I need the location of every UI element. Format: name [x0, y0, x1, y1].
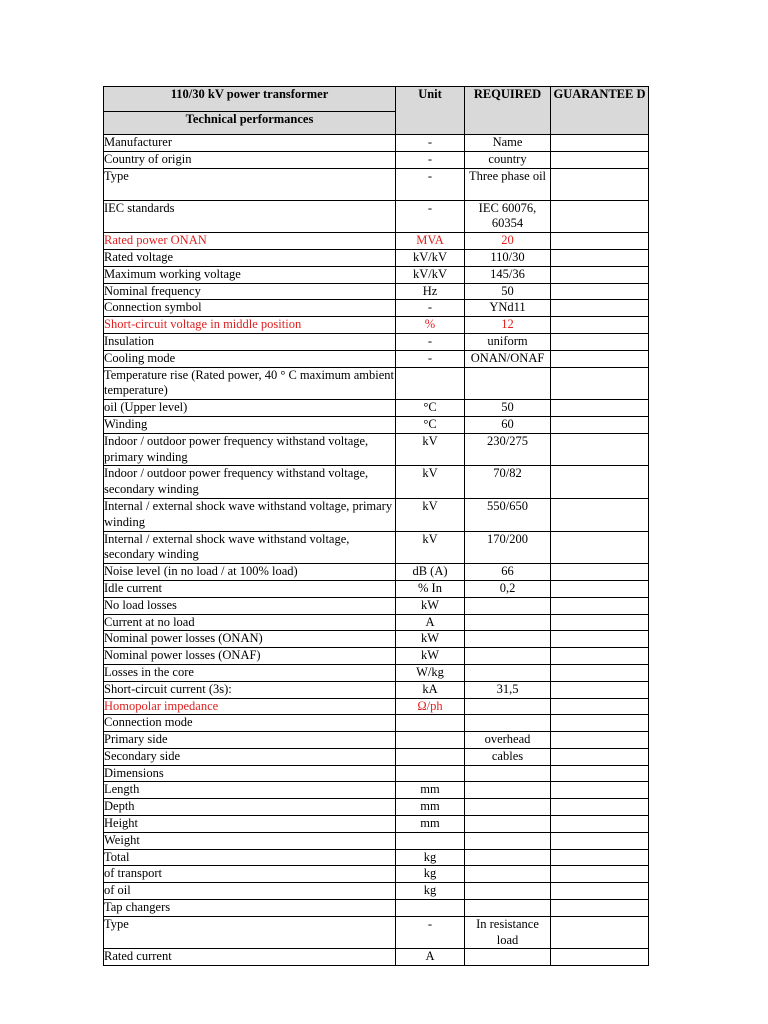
row-guaranteed — [551, 317, 649, 334]
row-parameter: Secondary side — [104, 748, 396, 765]
row-required: cables — [465, 748, 551, 765]
row-required: 170/200 — [465, 531, 551, 564]
row-parameter: Manufacturer — [104, 135, 396, 152]
row-guaranteed — [551, 715, 649, 732]
row-unit — [396, 900, 465, 917]
row-guaranteed — [551, 816, 649, 833]
table-title: 110/30 kV power transformer — [104, 87, 396, 112]
column-header-guaranteed: GUARANTEE D — [551, 87, 649, 135]
row-required: 50 — [465, 283, 551, 300]
row-guaranteed — [551, 597, 649, 614]
table-row — [104, 849, 649, 866]
row-guaranteed — [551, 849, 649, 866]
row-unit: kV — [396, 466, 465, 499]
row-parameter: Rated voltage — [104, 249, 396, 266]
row-required — [465, 866, 551, 883]
table-row — [104, 317, 649, 334]
row-unit: - — [396, 916, 465, 949]
row-parameter: Length — [104, 782, 396, 799]
row-guaranteed — [551, 200, 649, 233]
row-required — [465, 614, 551, 631]
row-guaranteed — [551, 233, 649, 250]
row-parameter: Losses in the core — [104, 664, 396, 681]
row-required: In resistance load — [465, 916, 551, 949]
row-guaranteed — [551, 135, 649, 152]
row-guaranteed — [551, 614, 649, 631]
row-parameter: Nominal frequency — [104, 283, 396, 300]
table-row — [104, 732, 649, 749]
row-required: Three phase oil — [465, 168, 551, 200]
table-row — [104, 367, 649, 400]
row-required: 20 — [465, 233, 551, 250]
row-unit — [396, 715, 465, 732]
row-required: 60 — [465, 416, 551, 433]
row-guaranteed — [551, 300, 649, 317]
row-unit: - — [396, 350, 465, 367]
row-guaranteed — [551, 782, 649, 799]
row-parameter: Nominal power losses (ONAF) — [104, 648, 396, 665]
row-unit — [396, 732, 465, 749]
row-guaranteed — [551, 664, 649, 681]
row-unit: kg — [396, 849, 465, 866]
row-required: 12 — [465, 317, 551, 334]
row-parameter: Winding — [104, 416, 396, 433]
row-required — [465, 816, 551, 833]
row-parameter: Homopolar impedance — [104, 698, 396, 715]
row-parameter: Total — [104, 849, 396, 866]
row-unit: W/kg — [396, 664, 465, 681]
table-body — [104, 135, 649, 966]
row-required — [465, 664, 551, 681]
table-header — [104, 87, 649, 135]
row-unit: kW — [396, 597, 465, 614]
table-row — [104, 333, 649, 350]
table-row — [104, 900, 649, 917]
row-parameter: Indoor / outdoor power frequency withstand voltage, primary winding — [104, 433, 396, 466]
row-unit: kA — [396, 681, 465, 698]
table-row — [104, 648, 649, 665]
table-row — [104, 949, 649, 966]
transformer-spec-table — [103, 86, 649, 966]
row-parameter: Type — [104, 916, 396, 949]
row-unit: - — [396, 168, 465, 200]
row-parameter: Current at no load — [104, 614, 396, 631]
row-required — [465, 849, 551, 866]
document-page — [103, 86, 648, 966]
row-required — [465, 597, 551, 614]
row-unit: % In — [396, 580, 465, 597]
row-parameter: Connection symbol — [104, 300, 396, 317]
row-required: 31,5 — [465, 681, 551, 698]
table-row — [104, 433, 649, 466]
row-parameter: No load losses — [104, 597, 396, 614]
row-guaranteed — [551, 266, 649, 283]
row-required — [465, 367, 551, 400]
row-guaranteed — [551, 367, 649, 400]
row-guaranteed — [551, 466, 649, 499]
row-parameter: Depth — [104, 799, 396, 816]
table-row — [104, 531, 649, 564]
table-row — [104, 564, 649, 581]
row-unit: °C — [396, 400, 465, 417]
table-row — [104, 200, 649, 233]
row-guaranteed — [551, 400, 649, 417]
row-required: IEC 60076, 60354 — [465, 200, 551, 233]
row-guaranteed — [551, 531, 649, 564]
table-row — [104, 866, 649, 883]
table-row — [104, 466, 649, 499]
table-row — [104, 832, 649, 849]
row-unit: - — [396, 135, 465, 152]
row-guaranteed — [551, 333, 649, 350]
row-unit: kg — [396, 883, 465, 900]
row-guaranteed — [551, 832, 649, 849]
row-guaranteed — [551, 681, 649, 698]
row-parameter: Internal / external shock wave withstand voltage, primary winding — [104, 498, 396, 531]
row-required: Name — [465, 135, 551, 152]
table-row — [104, 715, 649, 732]
row-guaranteed — [551, 433, 649, 466]
row-guaranteed — [551, 249, 649, 266]
row-unit: mm — [396, 799, 465, 816]
row-parameter: Country of origin — [104, 151, 396, 168]
table-row — [104, 597, 649, 614]
row-unit: °C — [396, 416, 465, 433]
table-row — [104, 883, 649, 900]
table-row — [104, 681, 649, 698]
row-parameter: Primary side — [104, 732, 396, 749]
row-unit: MVA — [396, 233, 465, 250]
table-row — [104, 233, 649, 250]
row-guaranteed — [551, 883, 649, 900]
table-row — [104, 300, 649, 317]
table-row — [104, 799, 649, 816]
row-required — [465, 715, 551, 732]
row-required: 230/275 — [465, 433, 551, 466]
row-unit: - — [396, 200, 465, 233]
row-guaranteed — [551, 151, 649, 168]
row-unit: kg — [396, 866, 465, 883]
table-row — [104, 631, 649, 648]
table-row — [104, 614, 649, 631]
row-guaranteed — [551, 900, 649, 917]
row-unit: kV/kV — [396, 266, 465, 283]
row-guaranteed — [551, 748, 649, 765]
row-guaranteed — [551, 564, 649, 581]
row-unit: kW — [396, 631, 465, 648]
row-guaranteed — [551, 648, 649, 665]
row-unit: A — [396, 614, 465, 631]
row-parameter: of oil — [104, 883, 396, 900]
table-row — [104, 400, 649, 417]
row-required: country — [465, 151, 551, 168]
row-unit — [396, 367, 465, 400]
row-parameter: Temperature rise (Rated power, 40 ° C maximum ambient temperature) — [104, 367, 396, 400]
table-row — [104, 765, 649, 782]
row-required: 66 — [465, 564, 551, 581]
row-parameter: Weight — [104, 832, 396, 849]
row-required: 110/30 — [465, 249, 551, 266]
row-unit: mm — [396, 782, 465, 799]
row-unit: Hz — [396, 283, 465, 300]
row-parameter: Short-circuit voltage in middle position — [104, 317, 396, 334]
row-required: 550/650 — [465, 498, 551, 531]
row-parameter: Nominal power losses (ONAN) — [104, 631, 396, 648]
table-row — [104, 748, 649, 765]
row-parameter: oil (Upper level) — [104, 400, 396, 417]
row-unit: kV — [396, 433, 465, 466]
table-row — [104, 664, 649, 681]
row-required: 50 — [465, 400, 551, 417]
row-guaranteed — [551, 168, 649, 200]
row-parameter: Rated power ONAN — [104, 233, 396, 250]
row-unit — [396, 748, 465, 765]
table-subtitle: Technical performances — [104, 112, 396, 135]
table-row — [104, 151, 649, 168]
row-required — [465, 765, 551, 782]
row-guaranteed — [551, 765, 649, 782]
row-guaranteed — [551, 631, 649, 648]
row-required — [465, 631, 551, 648]
row-guaranteed — [551, 732, 649, 749]
row-unit — [396, 765, 465, 782]
row-required — [465, 799, 551, 816]
table-row — [104, 816, 649, 833]
row-parameter: Maximum working voltage — [104, 266, 396, 283]
table-row — [104, 266, 649, 283]
table-row — [104, 249, 649, 266]
row-parameter: Cooling mode — [104, 350, 396, 367]
row-parameter: Dimensions — [104, 765, 396, 782]
row-parameter: Height — [104, 816, 396, 833]
row-parameter: Idle current — [104, 580, 396, 597]
row-required — [465, 949, 551, 966]
row-parameter: Indoor / outdoor power frequency withstand voltage, secondary winding — [104, 466, 396, 499]
row-parameter: IEC standards — [104, 200, 396, 233]
row-unit: kV — [396, 531, 465, 564]
row-unit: kW — [396, 648, 465, 665]
row-parameter: Type — [104, 168, 396, 200]
row-unit: - — [396, 333, 465, 350]
row-parameter: Tap changers — [104, 900, 396, 917]
row-unit: - — [396, 300, 465, 317]
table-row — [104, 698, 649, 715]
row-required: uniform — [465, 333, 551, 350]
row-guaranteed — [551, 949, 649, 966]
row-unit — [396, 832, 465, 849]
column-header-unit: Unit — [396, 87, 465, 135]
row-required — [465, 782, 551, 799]
row-required: 70/82 — [465, 466, 551, 499]
row-required: 145/36 — [465, 266, 551, 283]
row-required — [465, 900, 551, 917]
table-row — [104, 416, 649, 433]
row-required: 0,2 — [465, 580, 551, 597]
row-unit: Ω/ph — [396, 698, 465, 715]
row-required: overhead — [465, 732, 551, 749]
row-guaranteed — [551, 350, 649, 367]
row-guaranteed — [551, 580, 649, 597]
row-unit: mm — [396, 816, 465, 833]
table-row — [104, 350, 649, 367]
row-guaranteed — [551, 698, 649, 715]
row-parameter: Rated current — [104, 949, 396, 966]
row-required — [465, 832, 551, 849]
row-unit: dB (A) — [396, 564, 465, 581]
row-required — [465, 698, 551, 715]
table-row — [104, 916, 649, 949]
table-row — [104, 580, 649, 597]
row-parameter: Internal / external shock wave withstand voltage, secondary winding — [104, 531, 396, 564]
row-guaranteed — [551, 283, 649, 300]
column-header-required: REQUIRED — [465, 87, 551, 135]
row-parameter: Connection mode — [104, 715, 396, 732]
table-row — [104, 135, 649, 152]
row-required: YNd11 — [465, 300, 551, 317]
row-unit: kV — [396, 498, 465, 531]
row-guaranteed — [551, 416, 649, 433]
row-parameter: of transport — [104, 866, 396, 883]
row-guaranteed — [551, 799, 649, 816]
row-parameter: Insulation — [104, 333, 396, 350]
row-unit: % — [396, 317, 465, 334]
row-unit: - — [396, 151, 465, 168]
row-required: ONAN/ONAF — [465, 350, 551, 367]
row-parameter: Noise level (in no load / at 100% load) — [104, 564, 396, 581]
table-row — [104, 498, 649, 531]
row-guaranteed — [551, 498, 649, 531]
row-unit: A — [396, 949, 465, 966]
table-row — [104, 283, 649, 300]
row-guaranteed — [551, 866, 649, 883]
row-required — [465, 883, 551, 900]
table-row — [104, 168, 649, 200]
row-parameter: Short-circuit current (3s): — [104, 681, 396, 698]
row-guaranteed — [551, 916, 649, 949]
table-row — [104, 782, 649, 799]
row-required — [465, 648, 551, 665]
row-unit: kV/kV — [396, 249, 465, 266]
